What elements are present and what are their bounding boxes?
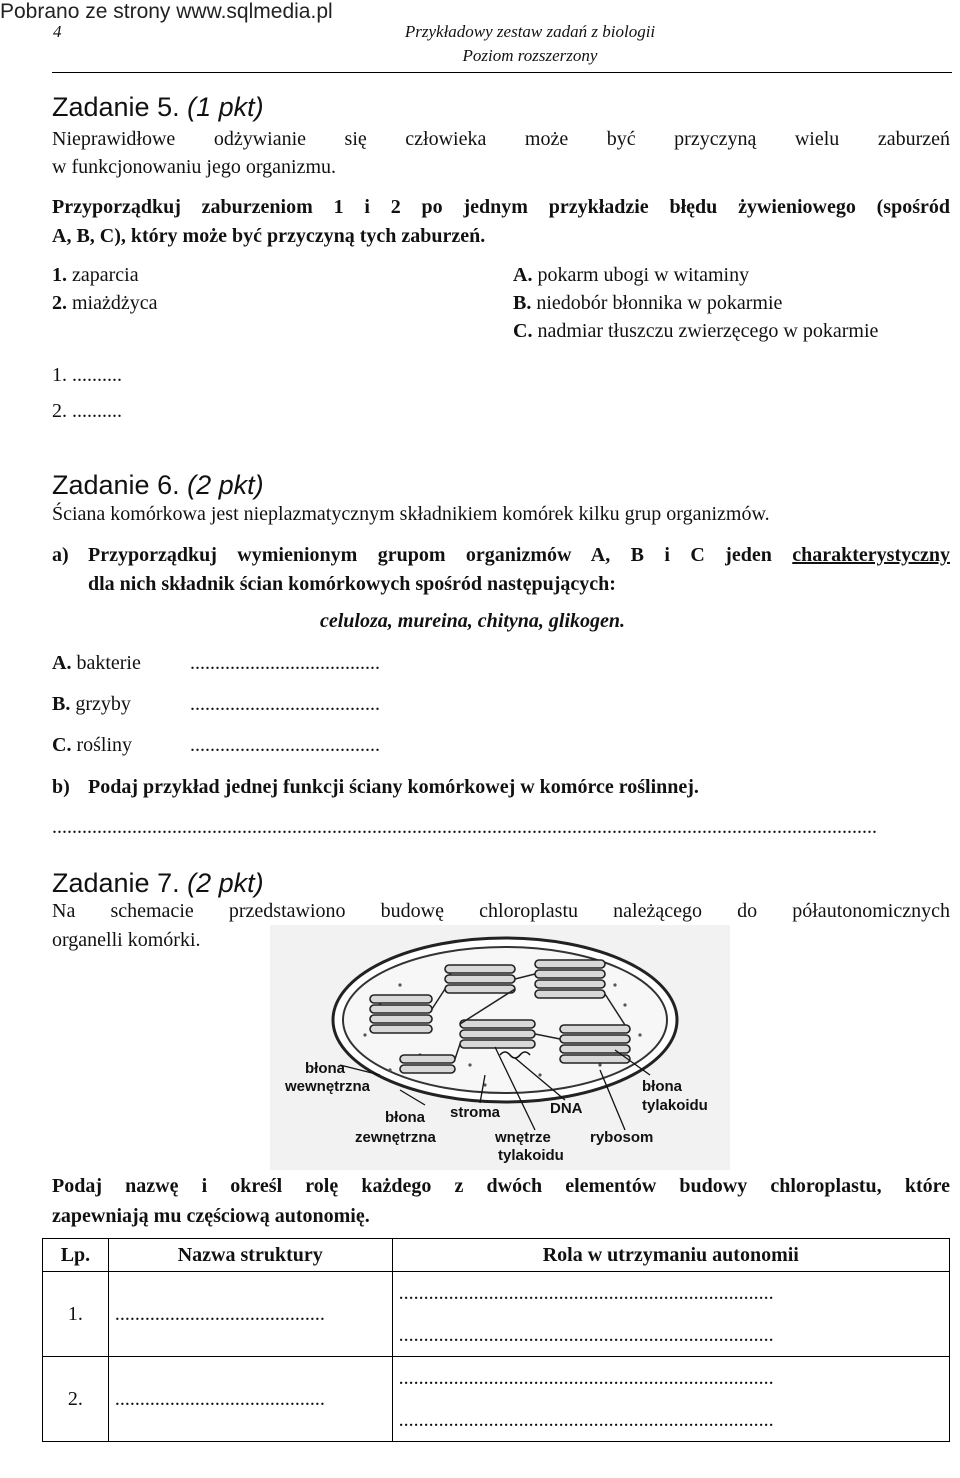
task6-part-b-blank[interactable]: ..................................................................................................................................................................... bbox=[52, 816, 877, 838]
task6-points: (2 pkt) bbox=[187, 470, 264, 500]
structure-name-blank[interactable]: .......................................... bbox=[114, 1303, 325, 1325]
part-a-text: Przyporządkuj wymienionym grupom organizmów A, B i C jeden bbox=[88, 544, 793, 566]
header-lp: Lp. bbox=[43, 1239, 109, 1272]
header-divider bbox=[52, 72, 952, 73]
task5-title-label: Zadanie 5. bbox=[52, 92, 180, 122]
label-dna: DNA bbox=[550, 1100, 583, 1117]
disorder-text: miażdżyca bbox=[72, 292, 158, 314]
task5-points: (1 pkt) bbox=[187, 92, 264, 122]
structure-name-blank[interactable]: .......................................... bbox=[114, 1388, 325, 1410]
task6-group-c-blank[interactable]: ...................................... bbox=[190, 734, 380, 756]
row-structure-name[interactable] bbox=[108, 1357, 392, 1442]
page-number: 4 bbox=[53, 22, 62, 41]
label-ribosome: rybosom bbox=[590, 1129, 654, 1146]
role-blank-1[interactable]: ........................................................................... bbox=[398, 1367, 774, 1389]
table-row bbox=[43, 1272, 950, 1357]
task6-group-a-blank[interactable]: ...................................... bbox=[190, 652, 380, 674]
header-role: Rola w utrzymaniu autonomii bbox=[392, 1239, 949, 1272]
task6-group-c bbox=[52, 734, 132, 757]
task5-intro-line1: Nieprawidłowe odżywianie się człowieka może być przyczyną wielu zaburzeń bbox=[52, 128, 950, 150]
task5-instruction-line1: Przyporządkuj zaburzeniom 1 i 2 po jednym przykładzie błędu żywieniowego (spośród bbox=[52, 196, 950, 218]
task7-points: (2 pkt) bbox=[187, 868, 264, 898]
error-letter: A. bbox=[513, 264, 533, 286]
task7-instruction-line2: zapewniają mu częściową autonomię. bbox=[52, 1205, 370, 1227]
task6-intro: Ściana komórkowa jest nieplazmatycznym składnikiem komórek kilku grup organizmów. bbox=[52, 503, 770, 525]
task6-title-label: Zadanie 6. bbox=[52, 470, 180, 500]
task6-part-a-line1 bbox=[88, 544, 950, 567]
role-blank-2[interactable]: ........................................................................... bbox=[398, 1409, 774, 1431]
label-inner-membrane-1: błona bbox=[305, 1060, 345, 1077]
task7-intro-line1: Na schemacie przedstawiono budowę chloroplastu należącego do półautonomicznych bbox=[52, 900, 950, 922]
disorder-number: 1. bbox=[52, 264, 67, 286]
row-lp: 1. bbox=[43, 1272, 109, 1357]
group-letter: C. bbox=[52, 734, 72, 756]
header-structure-name: Nazwa struktury bbox=[108, 1239, 392, 1272]
role-blank-2[interactable]: ........................................................................... bbox=[398, 1324, 774, 1346]
group-name: rośliny bbox=[76, 734, 133, 756]
error-text: pokarm ubogi w witaminy bbox=[537, 264, 750, 286]
task6-options: celuloza, mureina, chityna, glikogen. bbox=[320, 610, 626, 632]
task5-error-c bbox=[513, 320, 878, 343]
group-letter: B. bbox=[52, 693, 71, 715]
group-name: bakterie bbox=[76, 652, 141, 674]
task5-error-b bbox=[513, 292, 782, 315]
row-role[interactable] bbox=[392, 1272, 949, 1357]
label-thylakoid-interior-1: wnętrze bbox=[495, 1129, 551, 1146]
table-row bbox=[43, 1357, 950, 1442]
part-a-underlined: charakterystyczny bbox=[792, 544, 950, 566]
label-thylakoid-interior-2: tylakoidu bbox=[498, 1147, 564, 1164]
chloroplast-diagram bbox=[270, 925, 730, 1170]
label-thylakoid-membrane-2: tylakoidu bbox=[642, 1097, 708, 1114]
task6-part-a-line2: dla nich składnik ścian komórkowych spośród następujących: bbox=[88, 573, 616, 595]
disorder-number: 2. bbox=[52, 292, 67, 314]
task6-group-b bbox=[52, 693, 131, 716]
task5-error-a bbox=[513, 264, 749, 287]
task5-disorder-1 bbox=[52, 264, 139, 287]
label-outer-membrane-1: błona bbox=[385, 1109, 425, 1126]
task6-group-a bbox=[52, 652, 141, 675]
disorder-text: zaparcia bbox=[72, 264, 139, 286]
error-text: nadmiar tłuszczu zwierzęcego w pokarmie bbox=[537, 320, 879, 342]
row-structure-name[interactable] bbox=[108, 1272, 392, 1357]
label-stroma: stroma bbox=[450, 1104, 501, 1121]
task6-title bbox=[52, 470, 264, 501]
row-role[interactable] bbox=[392, 1357, 949, 1442]
label-inner-membrane-2: wewnętrzna bbox=[285, 1078, 371, 1095]
task5-instruction-line2: A, B, C), który może być przyczyną tych zaburzeń. bbox=[52, 225, 486, 247]
answer-table-header bbox=[43, 1239, 950, 1272]
group-name: grzyby bbox=[75, 693, 131, 715]
header-title: Przykładowy zestaw zadań z biologii bbox=[404, 22, 656, 41]
task6-part-a-label: a) bbox=[52, 544, 69, 566]
error-letter: C. bbox=[513, 320, 533, 342]
task5-answer-1[interactable]: 1. .......... bbox=[52, 364, 122, 386]
row-lp: 2. bbox=[43, 1357, 109, 1442]
role-blank-1[interactable]: ........................................................................... bbox=[398, 1282, 774, 1304]
watermark: Pobrano ze strony www.sqlmedia.pl bbox=[0, 0, 333, 23]
task6-part-b-text: Podaj przykład jednej funkcji ściany komórkowej w komórce roślinnej. bbox=[88, 776, 699, 798]
task5-title bbox=[52, 92, 264, 123]
header-subtitle: Poziom rozszerzony bbox=[462, 46, 598, 65]
task5-intro-line2: w funkcjonowaniu jego organizmu. bbox=[52, 156, 337, 178]
error-letter: B. bbox=[513, 292, 532, 314]
task6-group-b-blank[interactable]: ...................................... bbox=[190, 693, 380, 715]
error-text: niedobór błonnika w pokarmie bbox=[536, 292, 783, 314]
task5-disorder-2 bbox=[52, 292, 158, 315]
task6-part-b-label: b) bbox=[52, 776, 70, 798]
task5-answer-2[interactable]: 2. .......... bbox=[52, 400, 122, 422]
task7-instruction-line1: Podaj nazwę i określ rolę każdego z dwóch elementów budowy chloroplastu, które bbox=[52, 1175, 950, 1197]
label-outer-membrane-2: zewnętrzna bbox=[355, 1129, 436, 1146]
group-letter: A. bbox=[52, 652, 72, 674]
task7-intro-line2: organelli komórki. bbox=[52, 929, 201, 951]
task7-title-label: Zadanie 7. bbox=[52, 868, 180, 898]
task7-title bbox=[52, 868, 264, 899]
answer-table bbox=[42, 1238, 950, 1442]
label-thylakoid-membrane-1: błona bbox=[642, 1078, 682, 1095]
